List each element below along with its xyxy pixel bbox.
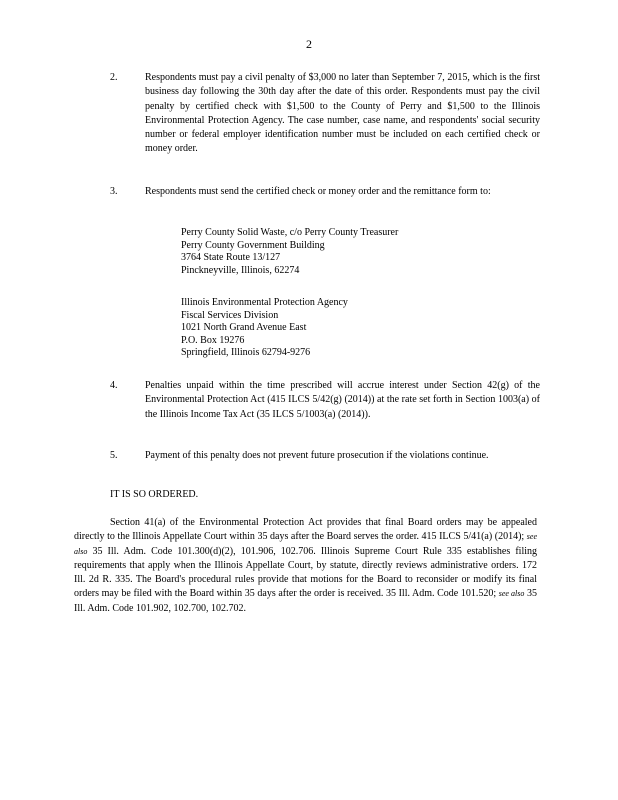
- address-block-illinois-epa: [181, 297, 348, 360]
- paragraph-text: 35 Ill. Adm. Code 101.902, 102.700, 102.702.: [74, 588, 537, 614]
- item-number: 5.: [110, 450, 118, 461]
- item-number: 3.: [110, 186, 118, 197]
- address-block-perry-county: [181, 227, 398, 277]
- address-line: 1021 North Grand Avenue East: [181, 322, 307, 334]
- address-line: Fiscal Services Division: [181, 309, 279, 321]
- item-text: Respondents must pay a civil penalty of $3,000 no later than September 7, 2015, which is the first business day following the 30th day after the date of this order. Respondents must pay the civil penalty by certified check with $1,500 to the County of Perry and $1,500 to the Illinois Environmental Protection Agency. The case number, case name, and respondents' social security number or federal employer identification number must be included on each certified check or money order.: [145, 72, 540, 155]
- paragraph-text: Section 41(a) of the Environmental Protection Act provides that final Board orders may be appealed directly to the Illinois Appellate Court within 35 days after the Board serves the order. 415 ILCS 5/41(a) (2014);: [74, 517, 537, 543]
- address-line: 3764 State Route 13/127: [181, 252, 281, 264]
- address-line: Pinckneyville, Illinois, 62274: [181, 264, 300, 276]
- item-text: Payment of this penalty does not prevent future prosecution if the violations continue.: [145, 450, 489, 461]
- address-line: Springfield, Illinois 62794-9276: [181, 347, 311, 359]
- appeal-rights-paragraph: [74, 516, 537, 616]
- address-line: Illinois Environmental Protection Agency: [181, 297, 348, 308]
- page-number: 2: [306, 37, 312, 51]
- item-number: 4.: [110, 380, 118, 391]
- item-text: Penalties unpaid within the time prescribed will accrue interest under Section 42(g) of the Environmental Protection Act (415 ILCS 5/42(g) (2014)) at the rate set forth in Section 1003(a) of the Illinois Income Tax Act (35 ILCS 5/1003(a) (2014)).: [145, 380, 540, 420]
- address-line: P.O. Box 19276: [181, 334, 245, 346]
- see-also-citation: see also: [498, 589, 525, 599]
- address-line: Perry County Government Building: [181, 239, 325, 251]
- paragraph-text: 35 Ill. Adm. Code 101.300(d)(2), 101.906, 102.706. Illinois Supreme Court Rule 335 establishes filing requirements that apply when the Illinois Appellate Court, by statute, directly reviews administrative orders. 172 Ill. 2d R. 335. The Board's procedural rules provide that motions for the Board to reconsider or modify its final orders may be filed with the Board within 35 days after the order is received. 35 Ill. Adm. Code 101.520;: [74, 545, 538, 600]
- order-statement: IT IS SO ORDERED.: [110, 489, 199, 500]
- see-also-citation: see also: [74, 532, 538, 556]
- order-item-3: [110, 185, 540, 199]
- order-item-5: [110, 449, 540, 463]
- item-text: Respondents must send the certified check or money order and the remittance form to:: [145, 186, 491, 197]
- item-number: 2.: [110, 72, 118, 83]
- order-item-2: [110, 71, 540, 157]
- order-item-4: [110, 379, 540, 422]
- address-line: Perry County Solid Waste, c/o Perry County Treasurer: [181, 227, 399, 238]
